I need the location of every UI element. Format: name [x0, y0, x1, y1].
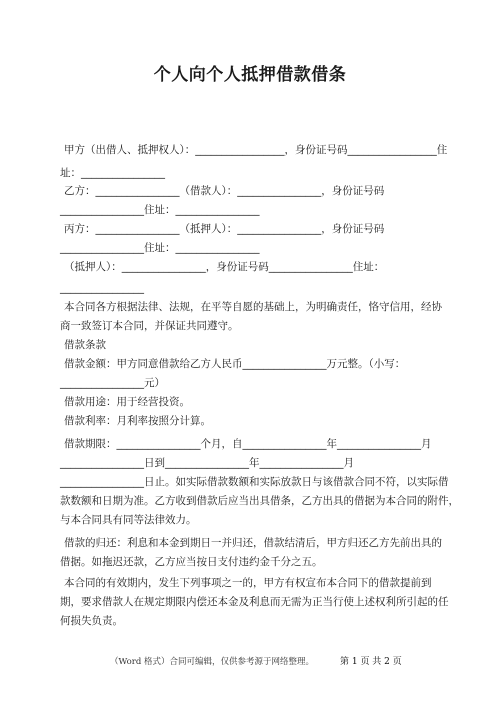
text-line: ________________日止。如实际借款数额和实际放款日与该借款合同不符，以实际借	[60, 476, 449, 488]
text-line: 何损失负责。	[60, 615, 123, 627]
text-line: 本合同的有效期内，发生下列事项之一的，甲方有权宣布本合同下的借款提前到	[64, 577, 432, 589]
text-line: 址：________________	[60, 167, 165, 179]
text-line: 借款利率：月利率按照分计算。	[64, 415, 211, 427]
text-line: 款数额和日期为准。乙方收到借款后应当出具借条，乙方出具的借据为本合同的附件，	[60, 495, 459, 507]
text-line: ________________元）	[60, 377, 165, 389]
text-line: 丙方：________________（抵押人）：________________，身份证号码	[64, 223, 385, 235]
text-line: 借款金额：甲方同意借款给乙方人民币________________万元整。（小写：	[64, 358, 406, 370]
text-line: 商一致签订本合同，并保证共同遵守。	[60, 320, 239, 332]
text-line: ________________日到________________年________________月	[60, 457, 354, 469]
text-line: 借据。如拖迟还款，乙方应当按日支付违约金千分之五。	[60, 556, 323, 568]
text-line: ________________住址：________________	[60, 204, 260, 216]
text-line: （抵押人）：________________，身份证号码________________住址：	[64, 261, 385, 273]
page-number: 第 1 页 共 2 页	[340, 657, 402, 667]
text-line: 甲方（出借人、抵押权人）：_________________，身份证号码_________________住	[64, 144, 448, 156]
section-heading: 借款条款	[64, 339, 106, 351]
text-line: 借款期限：________________个月，自________________年________________月	[64, 438, 432, 450]
text-line: 借款用途：用于经营投资。	[64, 396, 190, 408]
text-line: ________________住址：________________	[60, 242, 260, 254]
document-title: 个人向个人抵押借款借条	[153, 65, 347, 85]
text-line: 与本合同具有同等法律效力。	[60, 514, 197, 526]
text-line: 期，要求借款人在规定期限内偿还本金及利息而无需为正当行使上述权利所引起的任	[60, 596, 449, 608]
footer-note: （Word 格式）合同可编辑，仅供参考源于网络整理。	[110, 657, 314, 667]
text-line: ________________	[60, 282, 144, 294]
text-line: 借款的归还：利息和本金到期日一并归还，借款结清后，甲方归还乙方先前出具的	[64, 537, 442, 549]
text-line: 乙方：________________（借款人）：________________，身份证号码	[64, 185, 385, 197]
text-line: 本合同各方根据法律、法规，在平等自愿的基础上，为明确责任，恪守信用，经协	[64, 301, 442, 313]
